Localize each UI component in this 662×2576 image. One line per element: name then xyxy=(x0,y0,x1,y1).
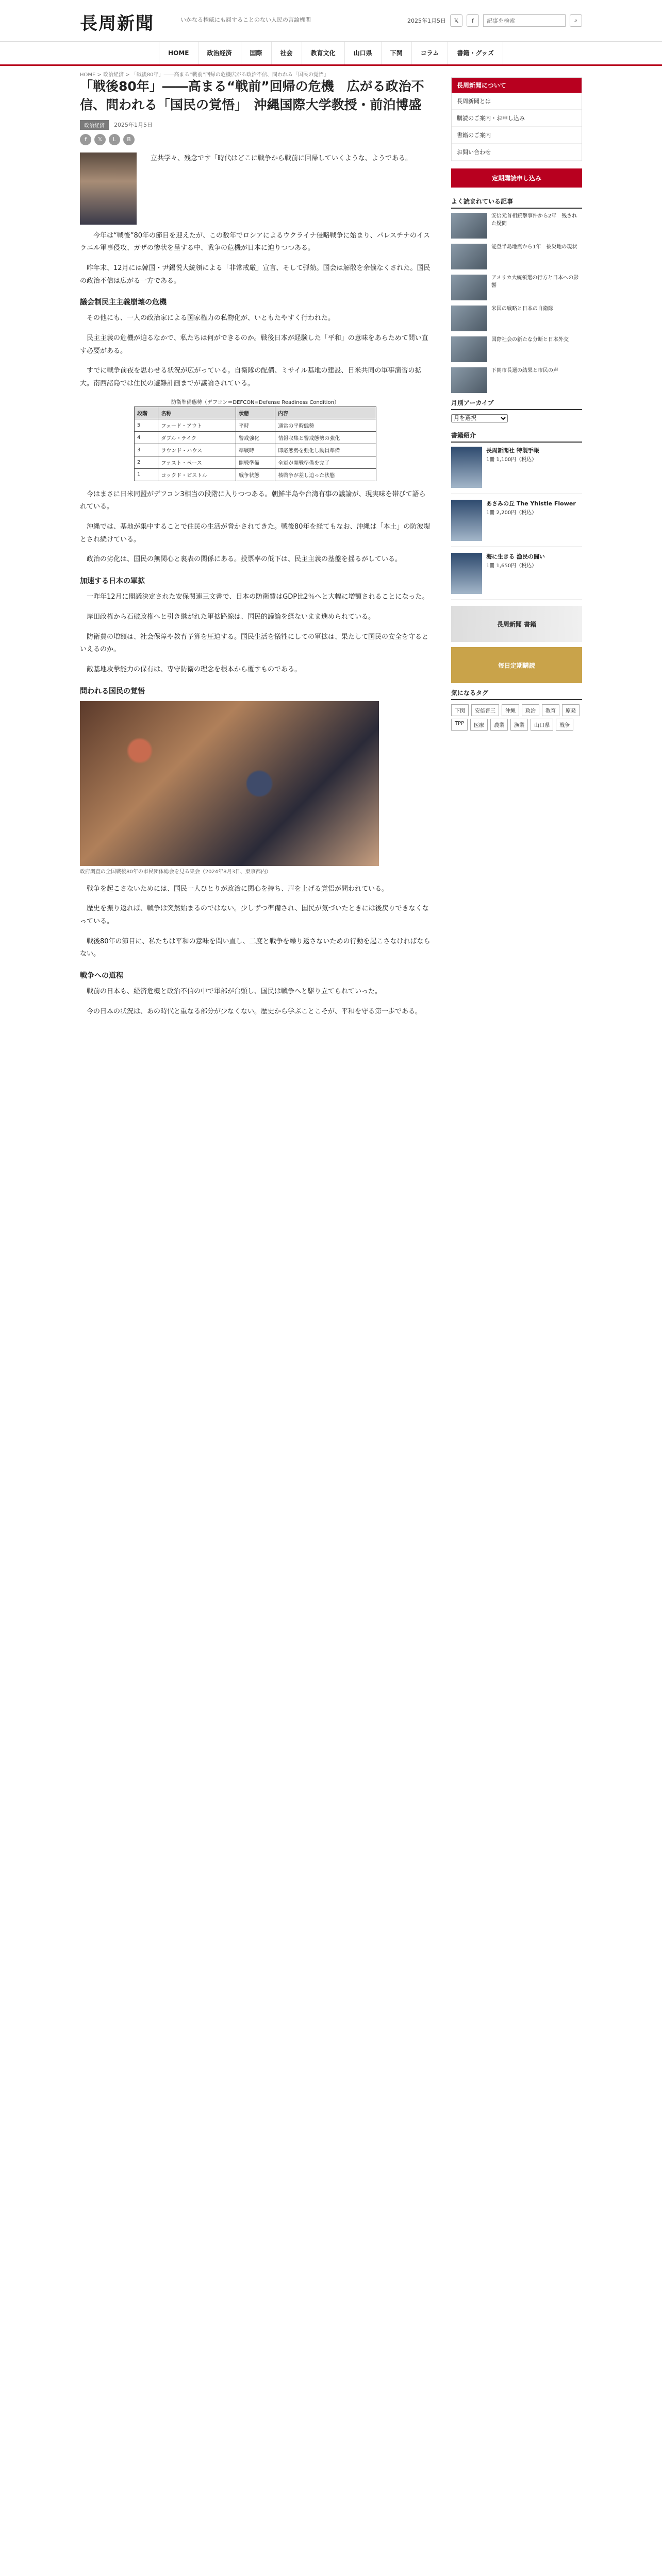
author-portrait xyxy=(80,152,137,225)
table-cell: 即応態勢を強化し動員準備 xyxy=(275,444,376,456)
table-row xyxy=(135,456,376,468)
table-cell: 3 xyxy=(135,444,158,456)
table-header: 段階 xyxy=(135,406,158,419)
header-date: 2025年1月5日 xyxy=(407,18,446,24)
thumbnail xyxy=(451,244,487,269)
books-title: 書籍紹介 xyxy=(451,431,582,443)
table-cell: 情報収集と警戒態勢の強化 xyxy=(275,431,376,444)
popular-item-text: 安倍元首相銃撃事件から2年 残された疑問 xyxy=(491,213,577,227)
table-cell: 全軍が開戦準備を完了 xyxy=(275,456,376,468)
twitter-icon[interactable]: 𝕏 xyxy=(450,14,462,27)
table-cell: ダブル・テイク xyxy=(158,431,236,444)
book-title: 長周新聞社 特製手帳 xyxy=(486,447,539,454)
nav-item-shimonoseki[interactable]: 下関 xyxy=(382,42,412,64)
breadcrumb[interactable]: HOME > 政治経済 > 「戦後80年」――高まる“戦前”回帰の危機広がる政治不信、問われる「国民の覚悟」 xyxy=(80,72,329,78)
tag[interactable]: 原発 xyxy=(562,704,580,716)
thumbnail xyxy=(451,336,487,362)
main-nav xyxy=(0,42,662,66)
book-cover xyxy=(451,500,482,541)
paragraph: 敵基地攻撃能力の保有は、専守防衛の理念を根本から覆すものである。 xyxy=(87,665,302,673)
nav-item-column[interactable]: コラム xyxy=(412,42,449,64)
paragraph: 昨年末、12月には韓国・尹錫悦大統領による「非常戒厳」宣言、そして弾劾。国会は解散を余儀なくされた。国民の政治不信は広がる一方である。 xyxy=(80,264,431,285)
tag[interactable]: 下関 xyxy=(451,704,469,716)
category-badge[interactable]: 政治経済 xyxy=(80,120,109,130)
popular-item-text: 米国の戦略と日本の自衛隊 xyxy=(491,306,553,312)
paragraph: 政治の劣化は、国民の無関心と裏表の関係にある。投票率の低下は、民主主義の基盤を揺るがしている。 xyxy=(87,555,402,564)
table-cell: 警戒強化 xyxy=(236,431,275,444)
article-lead xyxy=(80,152,431,225)
popular-title: よく読まれている記事 xyxy=(451,197,582,209)
nav-item-politics[interactable]: 政治経済 xyxy=(198,42,241,64)
table-cell: コックド・ピストル xyxy=(158,468,236,481)
tag[interactable]: 政治 xyxy=(522,704,539,716)
article xyxy=(80,77,431,1025)
book-cover xyxy=(451,553,482,594)
article-date: 2025年1月5日 xyxy=(114,122,153,128)
nav-item-international[interactable]: 国際 xyxy=(241,42,272,64)
thumbnail xyxy=(451,275,487,300)
table-header: 内容 xyxy=(275,406,376,419)
lead-text: 立共学々、残念です「時代はどこに戦争から戦前に回帰していくような、ようである。 xyxy=(144,154,412,162)
paragraph: 民主主義の危機が迫るなかで、私たちは何ができるのか。戦後日本が経験した「平和」の意味をあらためて問い直す必要がある。 xyxy=(80,334,428,355)
table-header: 名称 xyxy=(158,406,236,419)
facebook-share-icon[interactable]: f xyxy=(80,134,91,145)
nav-item-society[interactable]: 社会 xyxy=(272,42,302,64)
tag[interactable]: TPP xyxy=(451,719,468,731)
paragraph: 岸田政権から石破政権へと引き継がれた軍拡路線は、国民的議論を経ないまま進められている。 xyxy=(87,613,375,621)
site-tagline: いかなる権威にも屈することのない人民の言論機関 xyxy=(180,16,311,23)
popular-item[interactable] xyxy=(451,244,582,269)
paragraph: 戦争を起こさないためには、国民一人ひとりが政治に関心を持ち、声を上げる覚悟が問われている。 xyxy=(87,885,389,893)
sidebar-item-books[interactable]: 書籍のご案内 xyxy=(452,127,582,144)
tag[interactable]: 医療 xyxy=(470,719,488,731)
archive-title: 月別アーカイブ xyxy=(451,398,582,410)
book-desc: 1冊 2,200円（税込） xyxy=(486,510,537,516)
table-row xyxy=(135,444,376,456)
facebook-icon[interactable]: f xyxy=(467,14,479,27)
tag[interactable]: 農業 xyxy=(490,719,508,731)
books-banner[interactable]: 長周新聞 書籍 xyxy=(451,606,582,642)
tag[interactable]: 戦争 xyxy=(556,719,573,731)
article-photo xyxy=(80,701,379,866)
thumbnail xyxy=(451,306,487,331)
bookmark-icon[interactable]: B xyxy=(123,134,135,145)
book-title: あさみの丘 The Yhistle Flower xyxy=(486,500,576,507)
book-item[interactable] xyxy=(451,447,582,494)
share-buttons xyxy=(80,134,431,145)
about-menu-title: 長周新聞について xyxy=(452,78,582,93)
sidebar xyxy=(451,77,582,731)
thumbnail xyxy=(451,213,487,239)
tag[interactable]: 沖縄 xyxy=(502,704,519,716)
article-title: 「戦後80年」――高まる“戦前”回帰の危機 広がる政治不信、問われる「国民の覚悟」 沖縄国際大学教授・前泊博盛 xyxy=(80,79,424,113)
table-cell: 1 xyxy=(135,468,158,481)
popular-item[interactable] xyxy=(451,336,582,362)
article-meta xyxy=(80,120,431,130)
table-cell: 通常の平時態勢 xyxy=(275,419,376,431)
defcon-table xyxy=(134,406,376,481)
table-cell: 準戦時 xyxy=(236,444,275,456)
paragraph: 防衛費の増額は、社会保障や教育予算を圧迫する。国民生活を犠牲にしての軍拡は、果たして国民の安全を守るといえるのか。 xyxy=(80,633,429,654)
tag[interactable]: 漁業 xyxy=(510,719,528,731)
site-header xyxy=(0,0,662,42)
paragraph: 沖縄では、基地が集中することで住民の生活が脅かされてきた。戦後80年を経てもなお、沖縄は「本土」の防波堤とされ続けている。 xyxy=(80,523,431,544)
popular-item[interactable] xyxy=(451,213,582,239)
table-cell: ファスト・ペース xyxy=(158,456,236,468)
table-cell: 2 xyxy=(135,456,158,468)
sidebar-item-subscribe-info[interactable]: 購読のご案内・お申し込み xyxy=(452,110,582,127)
book-item[interactable] xyxy=(451,553,582,600)
archive-select[interactable] xyxy=(451,414,508,422)
section-heading: 戦争への道程 xyxy=(80,972,123,980)
subscription-banner[interactable]: 毎日定期購読 xyxy=(451,647,582,683)
tags-title: 気になるタグ xyxy=(451,688,582,700)
table-cell: 戦争状態 xyxy=(236,468,275,481)
book-title: 海に生きる 漁民の闘い xyxy=(486,553,545,560)
nav-item-education[interactable]: 教育文化 xyxy=(302,42,345,64)
popular-item[interactable] xyxy=(451,275,582,300)
sidebar-item-about[interactable]: 長周新聞とは xyxy=(452,93,582,110)
table-row xyxy=(135,419,376,431)
about-menu xyxy=(451,77,582,161)
paragraph: 歴史を振り返れば、戦争は突然始まるのではない。少しずつ準備され、国民が気づいたときには後戻りできなくなっている。 xyxy=(80,905,429,925)
table-cell: 平時 xyxy=(236,419,275,431)
popular-item-text: アメリカ大統領選の行方と日本への影響 xyxy=(491,275,579,289)
section-heading: 問われる国民の覚悟 xyxy=(80,687,145,696)
tag[interactable]: 安倍晋三 xyxy=(471,704,499,716)
sidebar-item-contact[interactable]: お問い合わせ xyxy=(452,144,582,161)
tag[interactable]: 山口県 xyxy=(531,719,553,731)
popular-item[interactable] xyxy=(451,367,582,393)
site-logo[interactable]: 長周新聞 xyxy=(80,13,154,34)
tag-cloud xyxy=(451,704,582,731)
paragraph: その他にも、一人の政治家による国家権力の私物化が、いともたやすく行われた。 xyxy=(87,314,335,323)
search-input[interactable] xyxy=(483,14,566,27)
table-cell: 4 xyxy=(135,431,158,444)
paragraph: すでに戦争前夜を思わせる状況が広がっている。自衛隊の配備、ミサイル基地の建設、日米共同の軍事演習の拡大。南西諸島では住民の避難計画までが議論されている。 xyxy=(80,367,422,387)
paragraph: 戦後80年の節目に、私たちは平和の意味を問い直し、二度と戦争を繰り返さないための行動を起こさなければならない。 xyxy=(80,937,431,958)
photo-caption: 政府調査の全国戦後80年の市民団体総会を見る集会（2024年8月3日、東京都内） xyxy=(80,869,271,875)
paragraph: 今年は“戦後”80年の節目を迎えたが、この数年でロシアによるウクライナ侵略戦争に始まり、パレスチナのイスラエル軍事侵攻、ガザの惨状を呈する中、戦争の危機が日本に迫りつつある。 xyxy=(80,231,430,252)
tag[interactable]: 教育 xyxy=(542,704,559,716)
thumbnail xyxy=(451,367,487,393)
table-row xyxy=(135,468,376,481)
line-share-icon[interactable]: L xyxy=(109,134,120,145)
section-heading: 議会制民主主義崩壊の危機 xyxy=(80,298,167,307)
header-tools xyxy=(407,14,582,27)
popular-item[interactable] xyxy=(451,306,582,331)
table-row xyxy=(135,431,376,444)
book-cover xyxy=(451,447,482,488)
paragraph: 戦前の日本も、経済危機と政治不信の中で軍部が台頭し、国民は戦争へと駆り立てられていった。 xyxy=(87,988,382,995)
twitter-share-icon[interactable]: 𝕏 xyxy=(94,134,106,145)
search-icon[interactable]: ⌕ xyxy=(570,14,582,27)
book-item[interactable] xyxy=(451,500,582,547)
paragraph: 今はまさに日米同盟がデフコン3相当の段階に入りつつある。朝鮮半島や台湾有事の議論が、現実味を帯びて語られている。 xyxy=(80,490,426,511)
popular-item-text: 下関市長選の結果と市民の声 xyxy=(491,368,558,374)
nav-item-yamaguchi[interactable]: 山口県 xyxy=(345,42,382,64)
nav-item-books[interactable]: 書籍・グッズ xyxy=(448,42,503,64)
paragraph: 今の日本の状況は、あの時代と重なる部分が少なくない。歴史から学ぶことこそが、平和を守る第一歩である。 xyxy=(87,1007,422,1015)
nav-item-home[interactable]: HOME xyxy=(159,42,198,64)
book-desc: 1冊 1,650円（税込） xyxy=(486,563,537,569)
section-heading: 加速する日本の軍拡 xyxy=(80,577,145,586)
popular-item-text: 国際社会の新たな分断と日本外交 xyxy=(491,337,569,343)
table-cell: フェード・アウト xyxy=(158,419,236,431)
popular-item-text: 能登半島地震から1年 被災地の現状 xyxy=(491,244,577,250)
book-desc: 1冊 1,100円（税込） xyxy=(486,456,537,463)
paragraph: 一昨年12月に閣議決定された安保関連三文書で、日本の防衛費はGDP比2％へと大幅に増額されることになった。 xyxy=(87,593,429,601)
table-cell: ラウンド・ハウス xyxy=(158,444,236,456)
table-caption: 防衛準備態勢（デフコン＝DEFCON=Defense Readiness Condition） xyxy=(171,399,340,405)
table-header: 状態 xyxy=(236,406,275,419)
table-cell: 核戦争が差し迫った状態 xyxy=(275,468,376,481)
table-cell: 5 xyxy=(135,419,158,431)
subscribe-button[interactable]: 定期購読申し込み xyxy=(451,168,582,188)
table-cell: 開戦準備 xyxy=(236,456,275,468)
